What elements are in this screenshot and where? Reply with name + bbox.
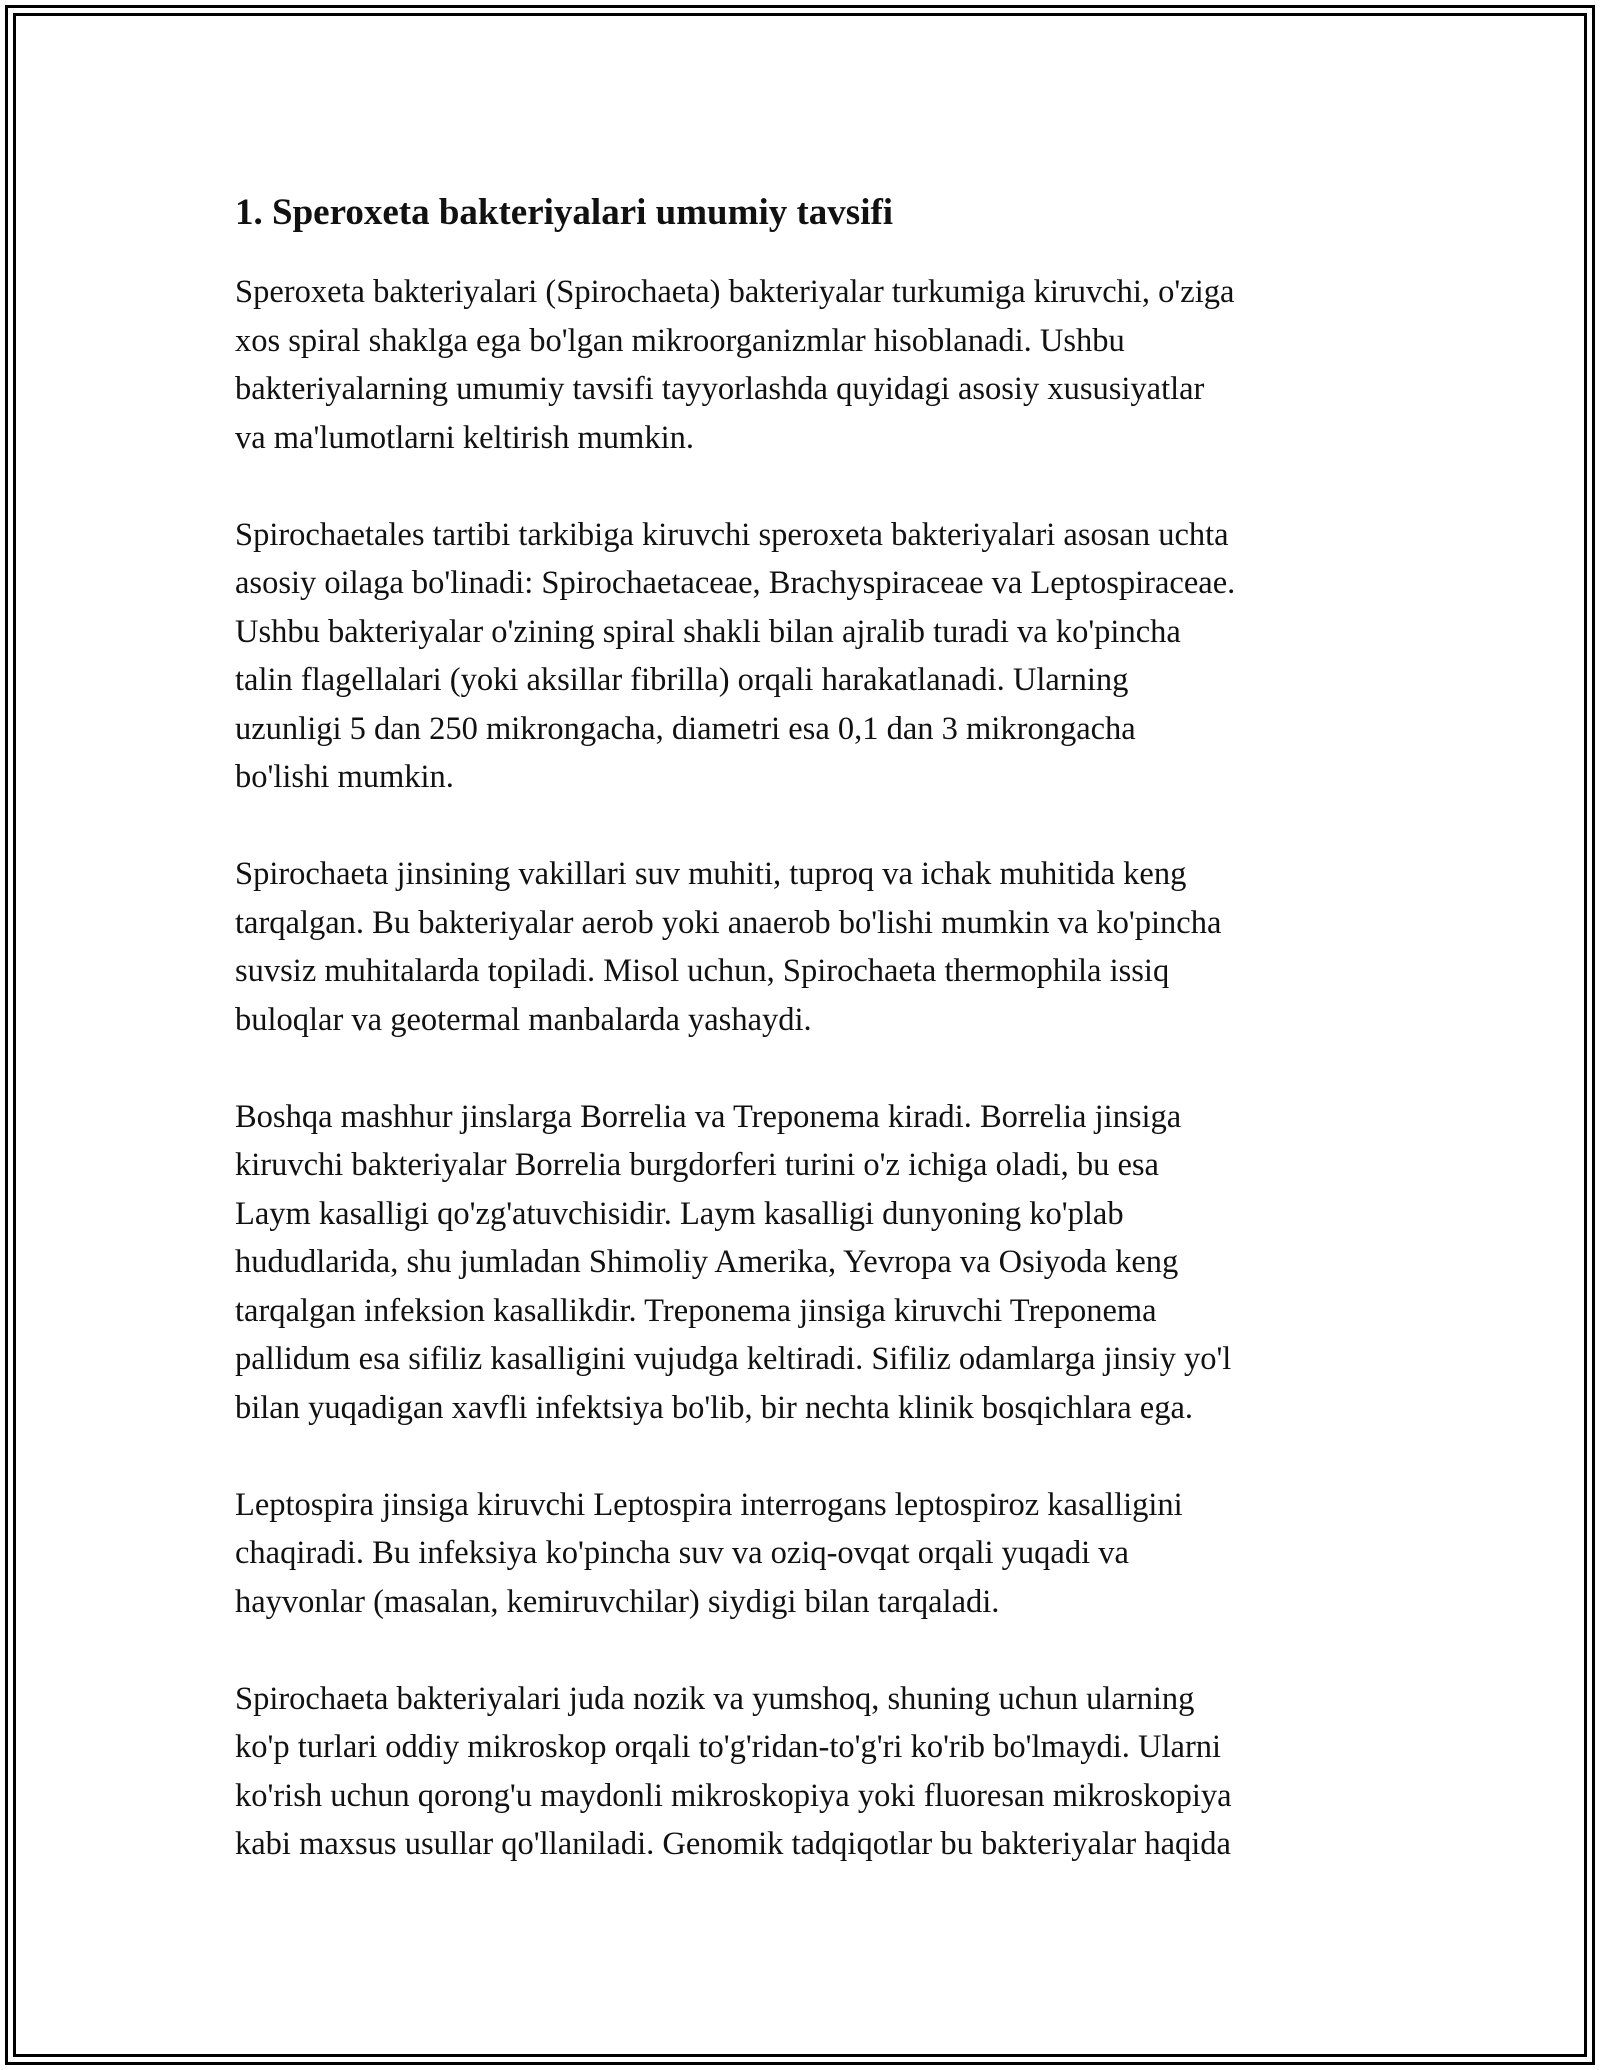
paragraph-line: suvsiz muhitalarda topiladi. Misol uchun, Spirochaeta thermophila issiq xyxy=(235,953,1170,989)
paragraph-line: va ma'lumotlarni keltirish mumkin. xyxy=(235,419,694,456)
paragraph-line: asosiy oilaga bo'linadi: Spirochaetaceae, Brachyspiraceae va Leptospiraceae. xyxy=(235,565,1236,601)
paragraph-line: pallidum esa sifiliz kasalligini vujudga keltiradi. Sifiliz odamlarga jinsiy yo'l xyxy=(235,1341,1232,1377)
paragraph-line: hayvonlar (masalan, kemiruvchilar) siydigi bilan tarqaladi. xyxy=(235,1583,1000,1620)
paragraph-line: Leptospira jinsiga kiruvchi Leptospira interrogans leptospiroz kasalligini xyxy=(235,1486,1183,1523)
paragraph-line: Spirochaeta bakteriyalari juda nozik va yumshoq, shuning uchun ularning xyxy=(235,1680,1195,1717)
document-body xyxy=(235,185,1375,1917)
paragraph-line: chaqiradi. Bu infeksiya ko'pincha suv va oziq-ovqat orqali yuqadi va xyxy=(235,1535,1129,1571)
paragraph-line: Spirochaetales tartibi tarkibiga kiruvchi speroxeta bakteriyalari asosan uchta xyxy=(235,516,1229,553)
paragraph-line: bo'lishi mumkin. xyxy=(235,759,454,795)
paragraph-line: tarqalgan. Bu bakteriyalar aerob yoki anaerob bo'lishi mumkin va ko'pincha xyxy=(235,904,1222,941)
paragraph-leptospira xyxy=(235,1481,1375,1627)
paragraph-line: Laym kasalligi qo'zg'atuvchisidir. Laym kasalligi dunyoning ko'plab xyxy=(235,1195,1124,1232)
paragraph-line: talin flagellalari (yoki aksillar fibrilla) orqali harakatlanadi. Ularning xyxy=(235,662,1129,698)
paragraph-line: ko'rish uchun qorong'u maydonli mikroskopiya yoki fluoresan mikroskopiya xyxy=(235,1777,1232,1814)
paragraph-line: buloqlar va geotermal manbalarda yashaydi. xyxy=(235,1001,812,1038)
paragraph-line: tarqalgan infeksion kasallikdir. Treponema jinsiga kiruvchi Treponema xyxy=(235,1292,1157,1329)
paragraph-line: uzunligi 5 dan 250 mikrongacha, diametri esa 0,1 dan 3 mikrongacha xyxy=(235,710,1136,747)
paragraph-genera xyxy=(235,1093,1375,1433)
document-title: 1. Speroxeta bakteriyalari umumiy tavsifi xyxy=(235,192,894,233)
paragraph-line: Ushbu bakteriyalar o'zining spiral shakli bilan ajralib turadi va ko'pincha xyxy=(235,613,1181,650)
paragraph-line: kiruvchi bakteriyalar Borrelia burgdorferi turini o'z ichiga oladi, bu esa xyxy=(235,1147,1159,1183)
paragraph-line: ko'p turlari oddiy mikroskop orqali to'g'ridan-to'g'ri ko'rib bo'lmaydi. Ularni xyxy=(235,1729,1222,1765)
paragraph-line: Speroxeta bakteriyalari (Spirochaeta) bakteriyalar turkumiga kiruvchi, o'ziga xyxy=(235,274,1235,310)
paragraph-line: bilan yuqadigan xavfli infektsiya bo'lib, bir nechta klinik bosqichlara ega. xyxy=(235,1389,1194,1426)
paragraph-line: xos spiral shaklga ega bo'lgan mikroorganizmlar hisoblanadi. Ushbu xyxy=(235,322,1125,359)
paragraph-intro xyxy=(235,268,1375,462)
paragraph-line: kabi maxsus usullar qo'llaniladi. Genomik tadqiqotlar bu bakteriyalar haqida xyxy=(235,1826,1231,1862)
paragraph-line: hududlarida, shu jumladan Shimoliy Amerika, Yevropa va Osiyoda keng xyxy=(235,1244,1179,1280)
paragraph-microscopy xyxy=(235,1675,1375,1869)
paragraph-line: bakteriyalarning umumiy tavsifi tayyorlashda quyidagi asosiy xususiyatlar xyxy=(235,371,1205,407)
paragraph-habitat xyxy=(235,850,1375,1044)
paragraph-classification xyxy=(235,511,1375,802)
paragraph-line: Spirochaeta jinsining vakillari suv muhiti, tuproq va ichak muhitida keng xyxy=(235,856,1187,892)
paragraph-line: Boshqa mashhur jinslarga Borrelia va Treponema kiradi. Borrelia jinsiga xyxy=(235,1098,1182,1135)
